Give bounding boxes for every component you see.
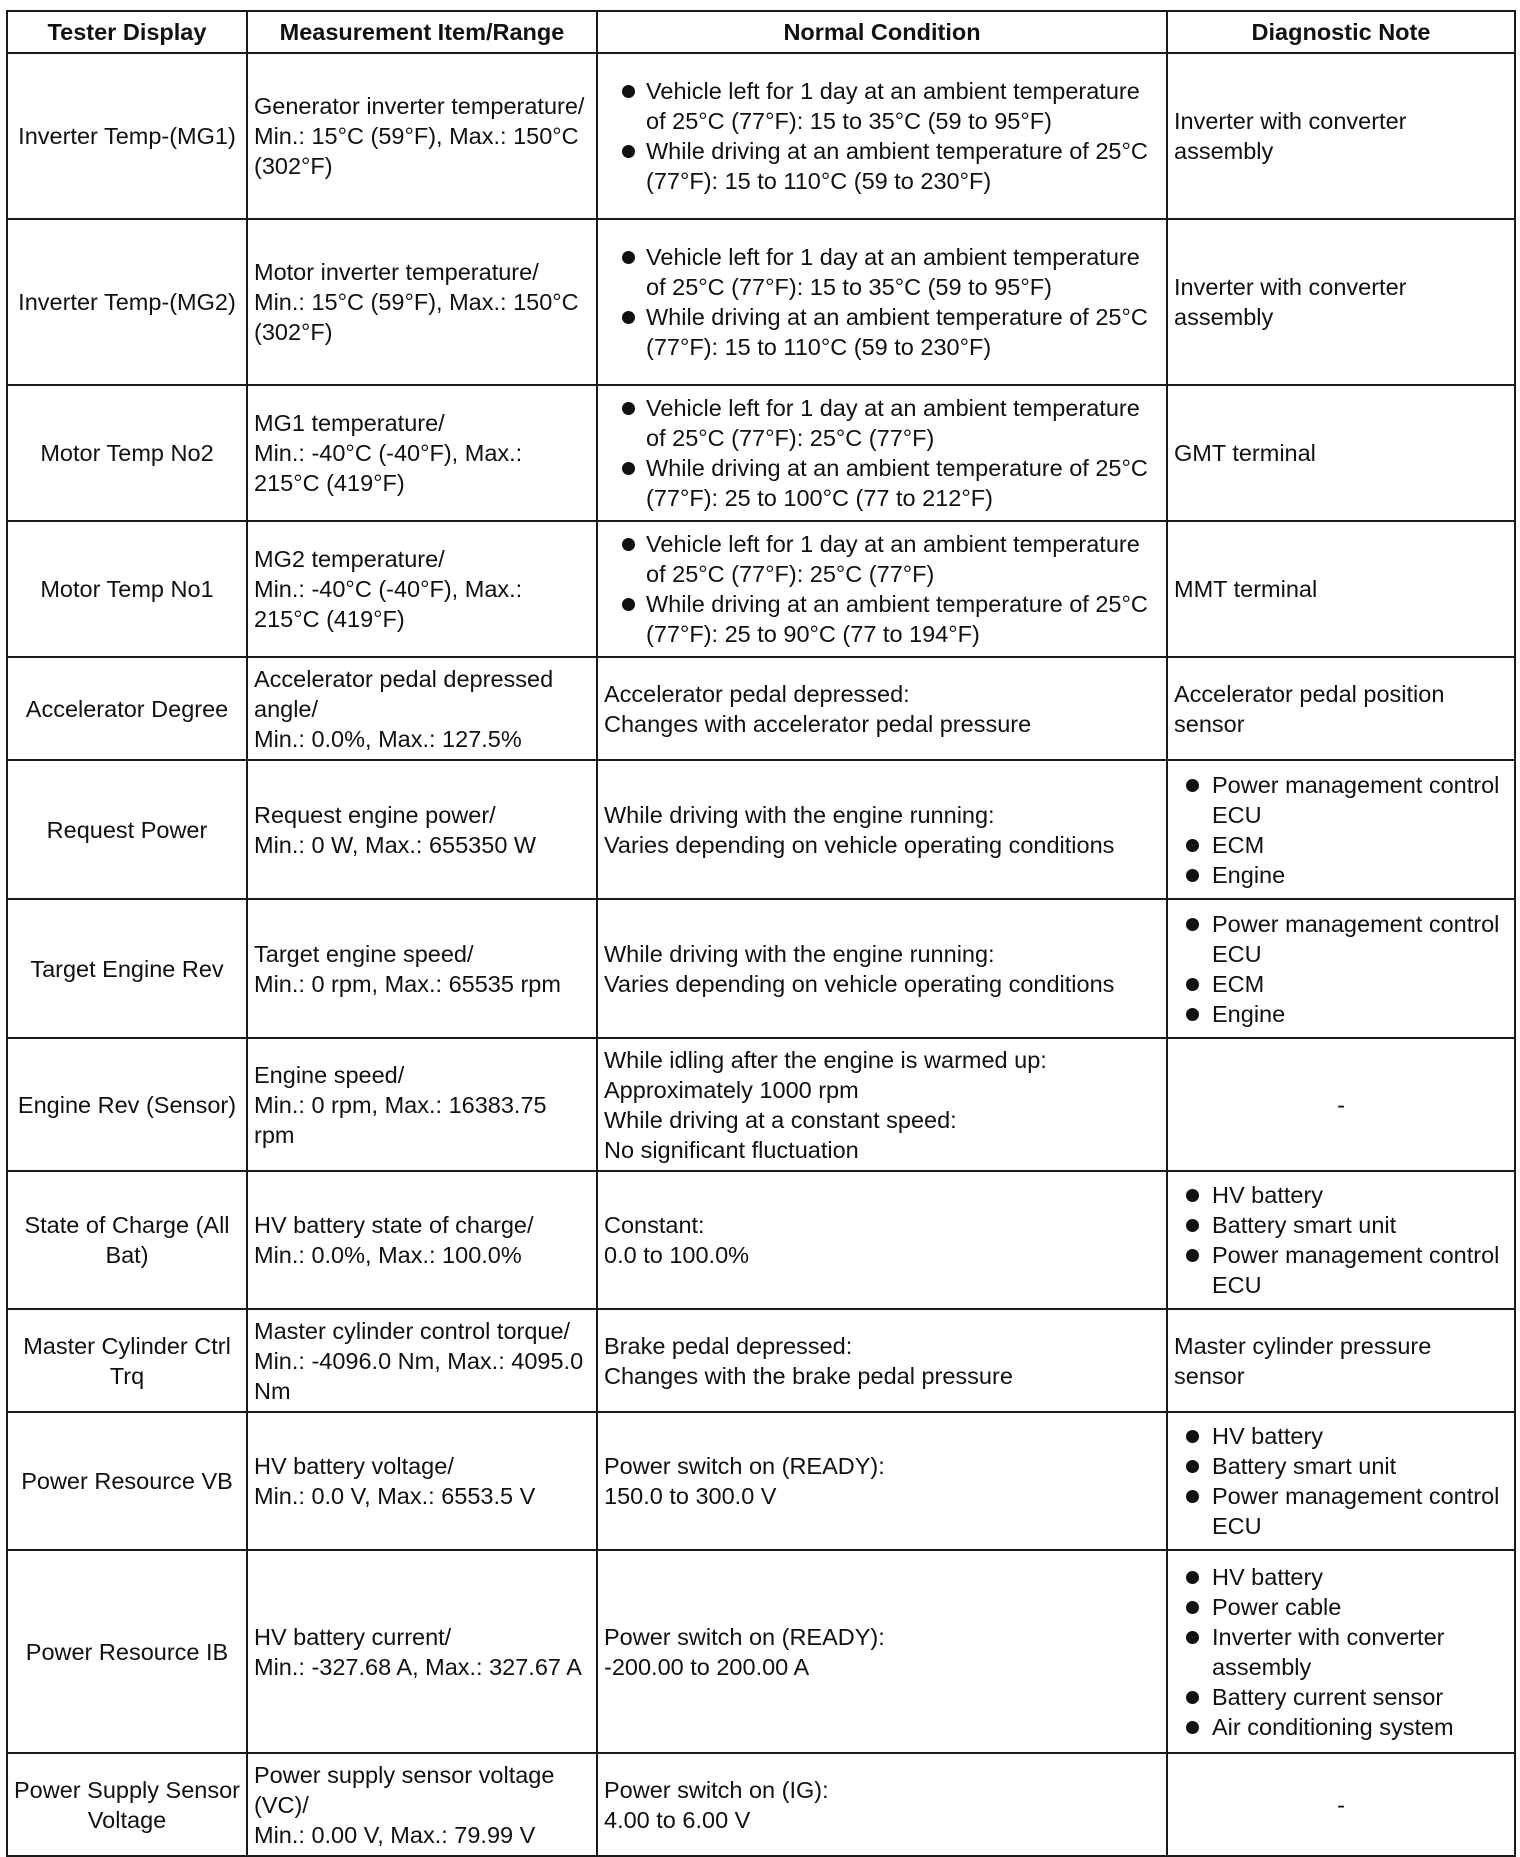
note-bullet: Air conditioning system [1174, 1712, 1508, 1742]
measurement-range: Min.: -327.68 A, Max.: 327.67 A [254, 1653, 582, 1680]
normal-condition-cell [597, 760, 1167, 899]
condition-line: Constant: [604, 1212, 705, 1238]
measurement-item: HV battery voltage/ [254, 1453, 454, 1479]
measurement-cell [247, 657, 597, 760]
measurement-item: MG2 temperature/ [254, 546, 445, 572]
note-bullet: Power management control ECU [1174, 909, 1508, 969]
note-bullet: Inverter with converter assembly [1174, 1622, 1508, 1682]
condition-line: Varies depending on vehicle operating conditions [604, 831, 1115, 858]
measurement-item: HV battery state of charge/ [254, 1212, 534, 1238]
tester-display-cell: Target Engine Rev [7, 899, 247, 1038]
normal-condition-cell [597, 53, 1167, 219]
table-row [7, 1038, 1515, 1171]
diagnostic-note-cell: Master cylinder pressure sensor [1167, 1309, 1515, 1412]
measurement-cell [247, 760, 597, 899]
measurement-range: Min.: -4096.0 Nm, Max.: 4095.0 Nm [254, 1347, 584, 1404]
diagnostic-note-cell [1167, 899, 1515, 1038]
diagnostic-note-cell [1167, 1171, 1515, 1309]
tester-display-cell: Accelerator Degree [7, 657, 247, 760]
condition-bullet: Vehicle left for 1 day at an ambient temperature of 25°C (77°F): 15 to 35°C (59 to 95°F) [604, 242, 1160, 302]
diagnostic-note-cell: - [1167, 1753, 1515, 1856]
measurement-item: Power supply sensor voltage (VC)/ [254, 1761, 555, 1818]
measurement-range: Min.: 0.0%, Max.: 127.5% [254, 725, 522, 752]
condition-line: -200.00 to 200.00 A [604, 1653, 810, 1680]
diagnostic-note-cell: Accelerator pedal position sensor [1167, 657, 1515, 760]
tester-display-cell: Engine Rev (Sensor) [7, 1038, 247, 1171]
condition-line: 150.0 to 300.0 V [604, 1483, 777, 1509]
note-bullet: Engine [1174, 999, 1508, 1029]
measurement-cell [247, 53, 597, 219]
table-header-row [7, 11, 1515, 53]
measurement-item: Generator inverter temperature/ [254, 93, 585, 119]
measurement-range: Min.: 0.0 V, Max.: 6553.5 V [254, 1483, 536, 1509]
condition-line: No significant fluctuation [604, 1136, 859, 1163]
condition-bullet: While driving at an ambient temperature of 25°C (77°F): 15 to 110°C (59 to 230°F) [604, 136, 1160, 196]
table-row [7, 53, 1515, 219]
measurement-item: Target engine speed/ [254, 940, 474, 967]
tester-display-cell: Inverter Temp-(MG1) [7, 53, 247, 219]
measurement-item: MG1 temperature/ [254, 410, 445, 436]
measurement-item: Motor inverter temperature/ [254, 259, 539, 285]
note-bullet: Power management control ECU [1174, 770, 1508, 830]
measurement-cell [247, 1753, 597, 1856]
note-bullet: Battery current sensor [1174, 1682, 1508, 1712]
measurement-range: Min.: 15°C (59°F), Max.: 150°C (302°F) [254, 123, 579, 179]
condition-line: Brake pedal depressed: [604, 1332, 853, 1359]
condition-line: Power switch on (READY): [604, 1623, 885, 1650]
table-row [7, 1412, 1515, 1550]
normal-condition-cell [597, 385, 1167, 521]
table-row [7, 521, 1515, 657]
condition-line: Varies depending on vehicle operating conditions [604, 970, 1115, 997]
tester-display-cell: Request Power [7, 760, 247, 899]
condition-bullet: Vehicle left for 1 day at an ambient temperature of 25°C (77°F): 25°C (77°F) [604, 529, 1160, 589]
condition-line: Changes with accelerator pedal pressure [604, 710, 1032, 737]
tester-display-cell: Motor Temp No1 [7, 521, 247, 657]
tester-display-cell: Inverter Temp-(MG2) [7, 219, 247, 385]
normal-condition-cell [597, 1412, 1167, 1550]
measurement-cell [247, 1038, 597, 1171]
table-row [7, 219, 1515, 385]
measurement-cell [247, 1412, 597, 1550]
condition-bullet: Vehicle left for 1 day at an ambient temperature of 25°C (77°F): 25°C (77°F) [604, 393, 1160, 453]
condition-line: Changes with the brake pedal pressure [604, 1362, 1013, 1389]
header-normal-condition: Normal Condition [597, 11, 1167, 53]
note-bullet: Battery smart unit [1174, 1451, 1508, 1481]
table-row [7, 1550, 1515, 1753]
note-bullet: HV battery [1174, 1421, 1508, 1451]
measurement-cell [247, 1550, 597, 1753]
diagnostic-note-cell: GMT terminal [1167, 385, 1515, 521]
condition-line: Power switch on (READY): [604, 1453, 885, 1479]
measurement-cell [247, 1171, 597, 1309]
note-bullet: Battery smart unit [1174, 1210, 1508, 1240]
normal-condition-cell [597, 219, 1167, 385]
condition-bullet: While driving at an ambient temperature of 25°C (77°F): 25 to 90°C (77 to 194°F) [604, 589, 1160, 649]
condition-line: While driving with the engine running: [604, 940, 995, 967]
tester-display-cell: Motor Temp No2 [7, 385, 247, 521]
note-bullet: Engine [1174, 860, 1508, 890]
data-list-table [6, 10, 1516, 1857]
table-row [7, 760, 1515, 899]
diagnostic-note-cell: MMT terminal [1167, 521, 1515, 657]
normal-condition-cell [597, 1309, 1167, 1412]
measurement-range: Min.: 0.0%, Max.: 100.0% [254, 1242, 522, 1268]
normal-condition-cell [597, 657, 1167, 760]
normal-condition-cell [597, 1038, 1167, 1171]
table-row [7, 1171, 1515, 1309]
normal-condition-cell [597, 1753, 1167, 1856]
table-row [7, 1753, 1515, 1856]
diagnostic-note-cell: Inverter with converter assembly [1167, 219, 1515, 385]
tester-display-cell: State of Charge (All Bat) [7, 1171, 247, 1309]
header-measurement-item: Measurement Item/Range [247, 11, 597, 53]
table-row [7, 385, 1515, 521]
condition-bullet: While driving at an ambient temperature of 25°C (77°F): 15 to 110°C (59 to 230°F) [604, 302, 1160, 362]
measurement-range: Min.: -40°C (-40°F), Max.: 215°C (419°F) [254, 576, 523, 632]
note-bullet: HV battery [1174, 1562, 1508, 1592]
note-bullet: HV battery [1174, 1180, 1508, 1210]
condition-line: Power switch on (IG): [604, 1776, 829, 1803]
note-bullet: Power management control ECU [1174, 1240, 1508, 1300]
table-row [7, 1309, 1515, 1412]
table-row [7, 899, 1515, 1038]
diagnostic-note-cell [1167, 1550, 1515, 1753]
header-diagnostic-note: Diagnostic Note [1167, 11, 1515, 53]
diagnostic-note-cell [1167, 760, 1515, 899]
condition-line: 0.0 to 100.0% [604, 1242, 750, 1268]
condition-line: While driving with the engine running: [604, 801, 995, 828]
note-bullet: Power cable [1174, 1592, 1508, 1622]
measurement-range: Min.: 0.00 V, Max.: 79.99 V [254, 1821, 536, 1848]
condition-line: While driving at a constant speed: [604, 1106, 957, 1133]
normal-condition-cell [597, 1171, 1167, 1309]
normal-condition-cell [597, 521, 1167, 657]
diagnostic-note-cell [1167, 1412, 1515, 1550]
measurement-range: Min.: -40°C (-40°F), Max.: 215°C (419°F) [254, 440, 523, 496]
condition-line: 4.00 to 6.00 V [604, 1806, 751, 1833]
measurement-cell [247, 385, 597, 521]
condition-bullet: Vehicle left for 1 day at an ambient temperature of 25°C (77°F): 15 to 35°C (59 to 95°F) [604, 76, 1160, 136]
measurement-cell [247, 219, 597, 385]
measurement-item: HV battery current/ [254, 1623, 452, 1650]
diagnostic-note-cell: - [1167, 1038, 1515, 1171]
normal-condition-cell [597, 1550, 1167, 1753]
measurement-range: Min.: 0 rpm, Max.: 16383.75 rpm [254, 1091, 547, 1148]
note-bullet: ECM [1174, 969, 1508, 999]
measurement-cell [247, 899, 597, 1038]
condition-line: Accelerator pedal depressed: [604, 680, 910, 707]
condition-bullet: While driving at an ambient temperature of 25°C (77°F): 25 to 100°C (77 to 212°F) [604, 453, 1160, 513]
measurement-item: Engine speed/ [254, 1061, 405, 1088]
tester-display-cell: Power Resource VB [7, 1412, 247, 1550]
condition-line: Approximately 1000 rpm [604, 1076, 859, 1103]
table-row [7, 657, 1515, 760]
measurement-item: Request engine power/ [254, 801, 496, 828]
diagnostic-note-cell: Inverter with converter assembly [1167, 53, 1515, 219]
measurement-cell [247, 1309, 597, 1412]
measurement-cell [247, 521, 597, 657]
normal-condition-cell [597, 899, 1167, 1038]
header-tester-display: Tester Display [7, 11, 247, 53]
measurement-range: Min.: 0 rpm, Max.: 65535 rpm [254, 970, 561, 997]
tester-display-cell: Master Cylinder Ctrl Trq [7, 1309, 247, 1412]
tester-display-cell: Power Resource IB [7, 1550, 247, 1753]
measurement-range: Min.: 0 W, Max.: 655350 W [254, 831, 537, 858]
tester-display-cell: Power Supply Sensor Voltage [7, 1753, 247, 1856]
note-bullet: ECM [1174, 830, 1508, 860]
measurement-item: Accelerator pedal depressed angle/ [254, 665, 554, 722]
measurement-range: Min.: 15°C (59°F), Max.: 150°C (302°F) [254, 289, 579, 345]
note-bullet: Power management control ECU [1174, 1481, 1508, 1541]
measurement-item: Master cylinder control torque/ [254, 1317, 571, 1344]
condition-line: While idling after the engine is warmed up: [604, 1046, 1047, 1073]
